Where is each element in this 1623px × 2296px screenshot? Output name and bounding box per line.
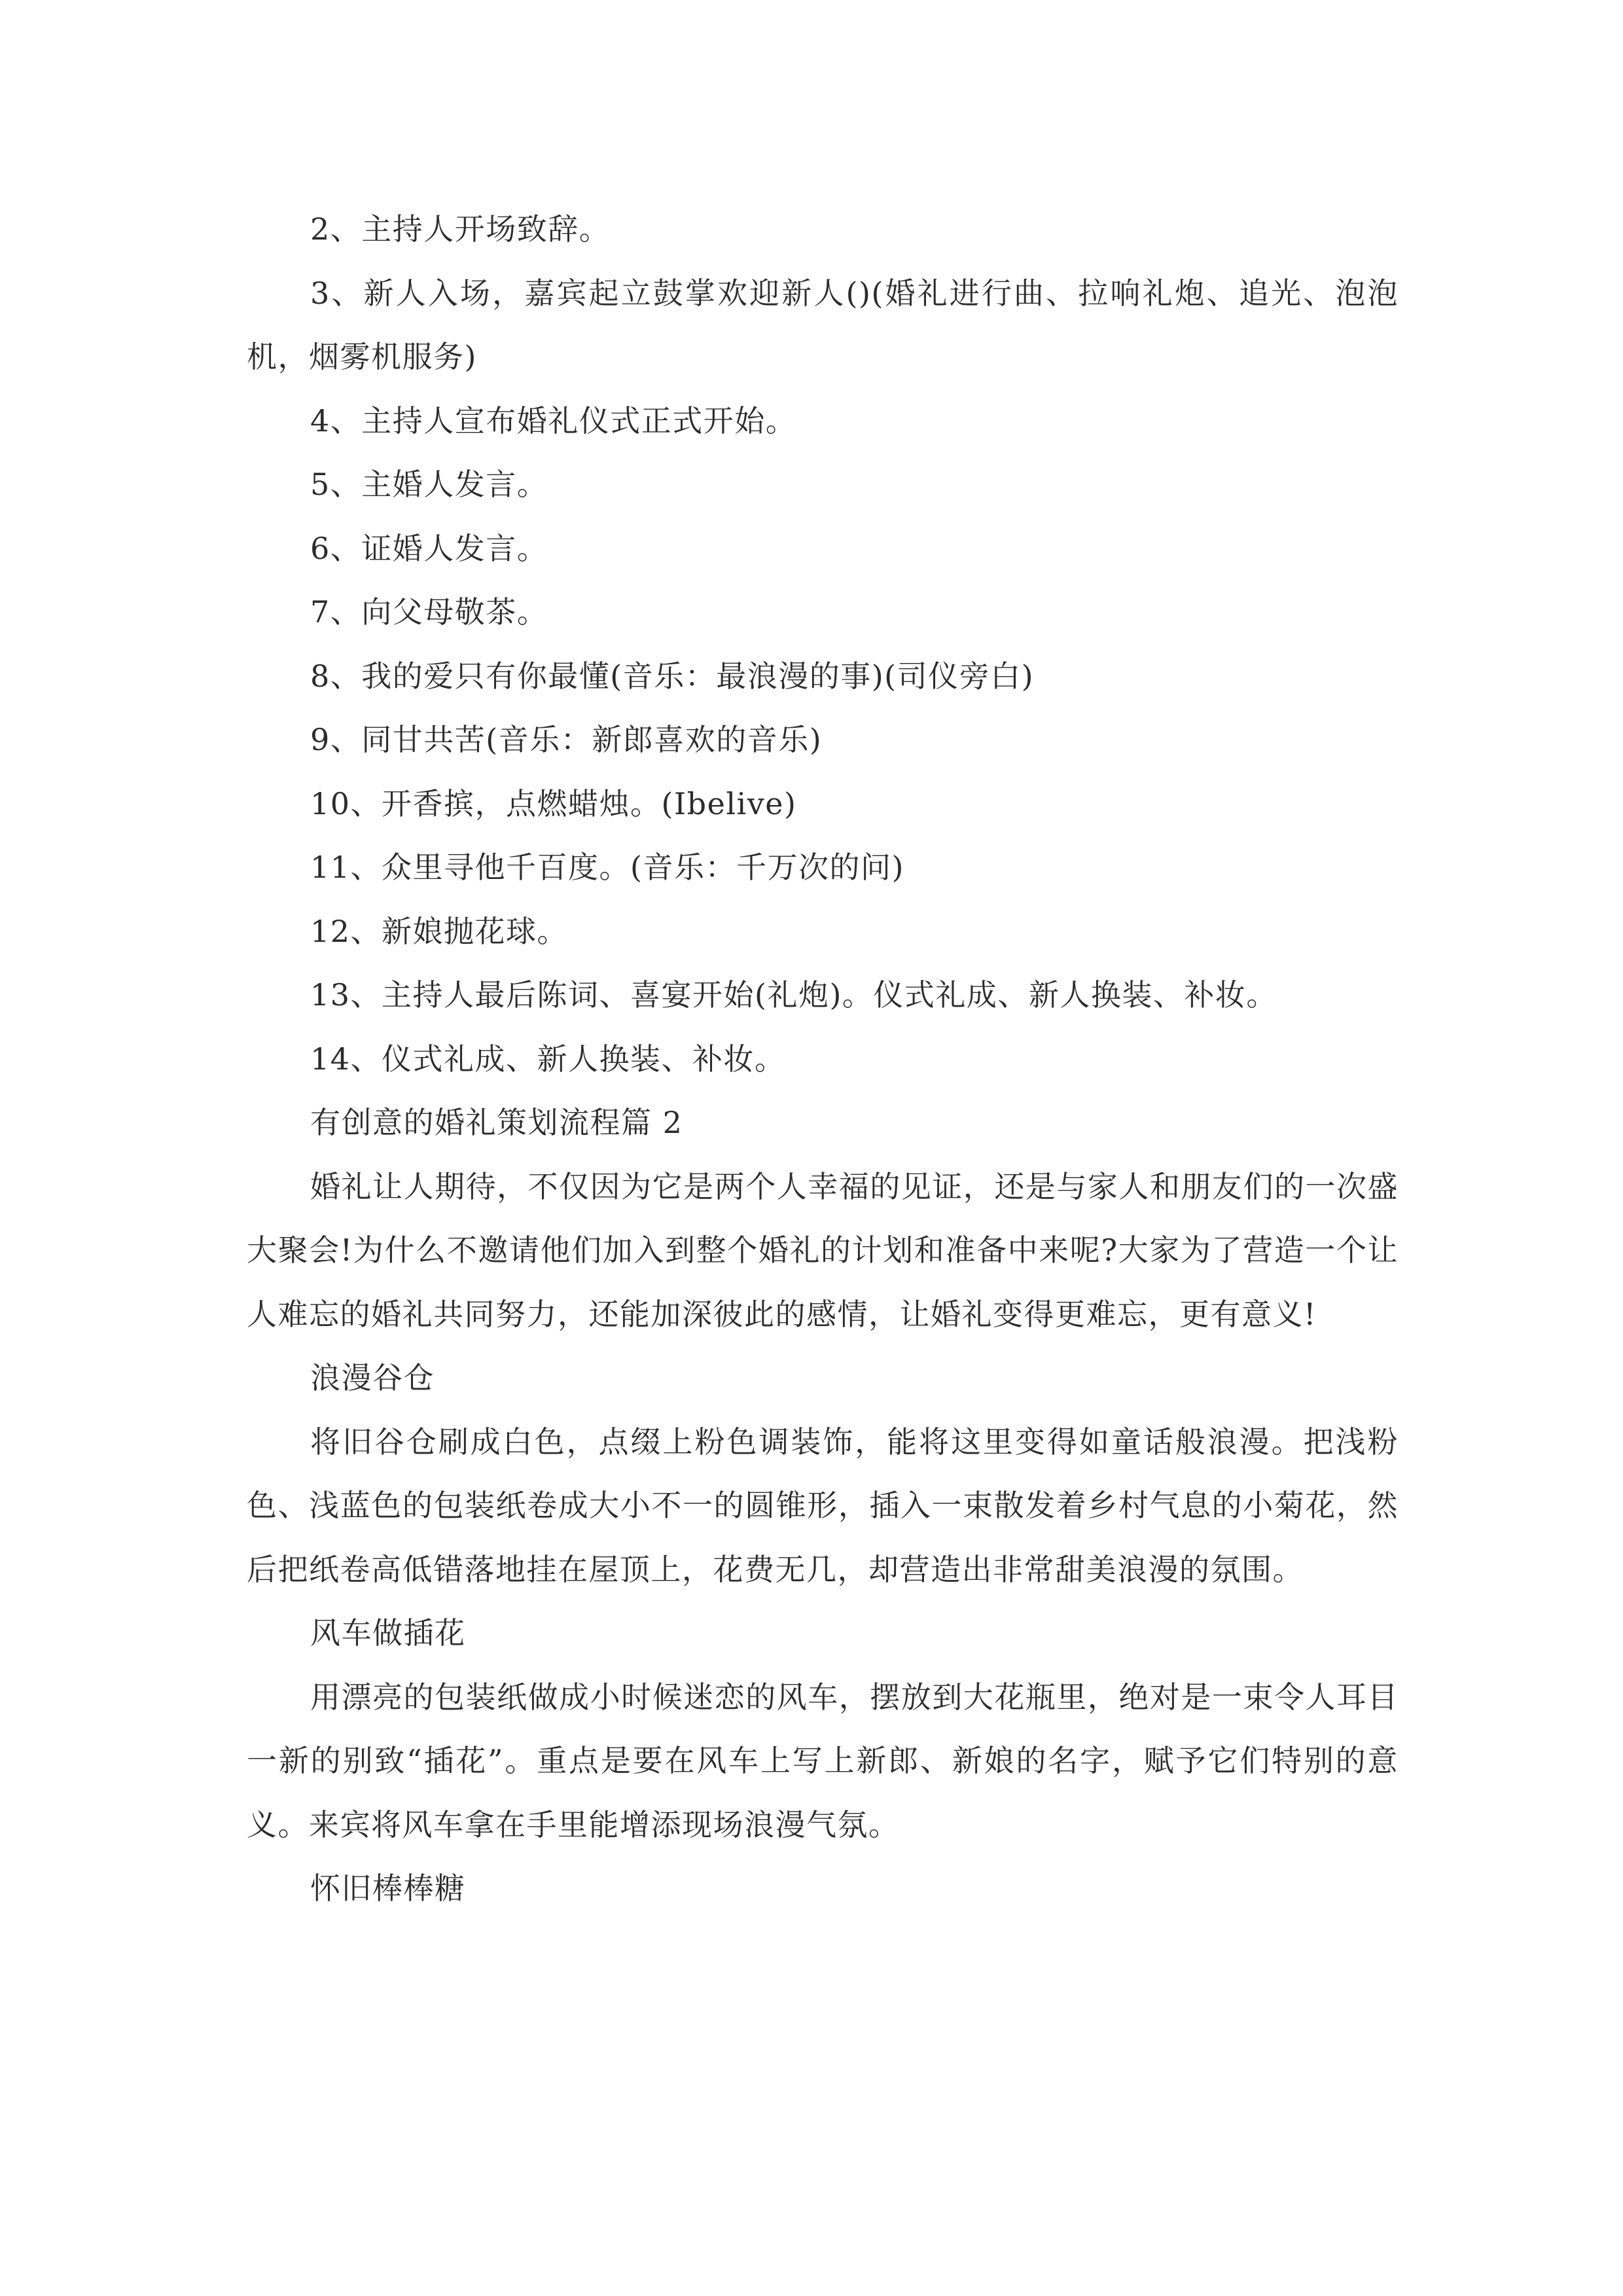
intro-paragraph: 婚礼让人期待，不仅因为它是两个人幸福的见证，还是与家人和朋友们的一次盛大聚会!为什么不邀请他们加入到整个婚礼的计划和准备中来呢?大家为了营造一个让人难忘的婚礼共同努力，还能加深彼此的感情，让婚礼变得更难忘，更有意义! [247,1168,1399,1332]
list-item-12: 12、新娘抛花球。 [310,913,569,949]
list-item-13: 13、主持人最后陈词、喜宴开始(礼炮)。仪式礼成、新人换装、补妆。 [310,977,1277,1013]
list-item-9: 9、同甘共苦(音乐：新郎喜欢的音乐) [310,722,823,757]
list-item-5: 5、主婚人发言。 [310,467,548,502]
list-item-2: 2、主持人开场致辞。 [310,211,611,247]
list-item-14: 14、仪式礼成、新人换装、补妆。 [310,1041,786,1077]
list-item-4: 4、主持人宣布婚礼仪式正式开始。 [310,403,797,439]
heading-candy: 怀旧棒棒糖 [310,1871,466,1906]
list-item-11: 11、众里寻他千百度。(音乐：千万次的问) [310,850,904,885]
list-item-6: 6、证婚人发言。 [310,530,548,566]
heading-barn: 浪漫谷仓 [310,1360,435,1395]
list-item-7: 7、向父母敬茶。 [310,594,548,630]
list-item-10: 10、开香摈，点燃蜡烛。(Ibelive) [310,785,797,821]
document-body [247,198,1399,1921]
list-item-3: 3、新人入场，嘉宾起立鼓掌欢迎新人()(婚礼进行曲、拉响礼炮、追光、泡泡机，烟雾机服务) [247,275,1399,374]
section-title: 有创意的婚礼策划流程篇 2 [310,1105,683,1140]
paragraph-barn: 将旧谷仓刷成白色，点缀上粉色调装饰，能将这里变得如童话般浪漫。把浅粉色、浅蓝色的包装纸卷成大小不一的圆锥形，插入一束散发着乡村气息的小菊花，然后把纸卷高低错落地挂在屋顶上，花费无几，却营造出非常甜美浪漫的氛围。 [247,1424,1399,1587]
list-item-8: 8、我的爱只有你最懂(音乐：最浪漫的事)(司仪旁白) [310,658,1035,694]
paragraph-windmill: 用漂亮的包装纸做成小时候迷恋的风车，摆放到大花瓶里，绝对是一束令人耳目一新的别致“插花”。重点是要在风车上写上新郎、新娘的名字，赋予它们特别的意义。来宾将风车拿在手里能增添现场浪漫气氛。 [247,1679,1399,1842]
heading-windmill: 风车做插花 [310,1615,466,1651]
